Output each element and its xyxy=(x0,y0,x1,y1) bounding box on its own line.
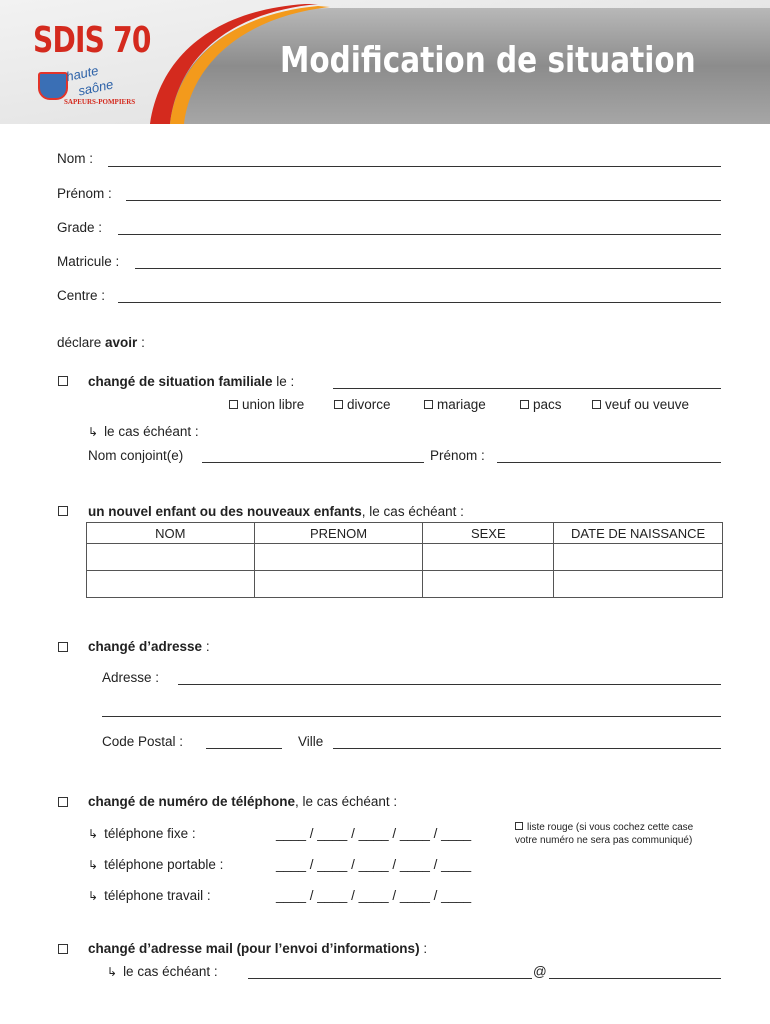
checkbox-icon xyxy=(229,400,238,409)
checkbox-icon xyxy=(520,400,529,409)
adresse-field-label: Adresse : xyxy=(102,670,160,685)
table-cell[interactable] xyxy=(254,544,423,571)
code-postal-label: Code Postal : xyxy=(102,734,184,749)
logo-subtext: SAPEURS-POMPIERS xyxy=(64,98,136,106)
familial-option-divorce[interactable] xyxy=(334,397,391,412)
org-name: SDIS 70 xyxy=(33,20,151,61)
prenom-label: Prénom : xyxy=(57,186,112,201)
code-postal-field[interactable] xyxy=(206,748,282,749)
telephone-travail-field[interactable]: ____ / ____ / ____ / ____ / ____ xyxy=(276,888,472,903)
enfants-label xyxy=(88,504,464,519)
logo-text-haute: haute xyxy=(64,62,100,85)
telephone-label xyxy=(88,794,397,809)
mail-cas-echeant xyxy=(107,964,218,979)
arrow-icon: ↳ xyxy=(88,858,99,872)
conjoint-prenom-label: Prénom : xyxy=(430,448,485,463)
familial-option-mariage[interactable] xyxy=(424,397,486,412)
conjoint-label: Nom conjoint(e) xyxy=(88,448,184,463)
adresse-label-bold: changé d’adresse xyxy=(88,639,203,654)
enfants-table xyxy=(86,522,723,598)
telephone-label-bold: changé de numéro de téléphone xyxy=(88,794,296,809)
table-cell[interactable] xyxy=(87,571,255,598)
fixe-label: téléphone fixe : xyxy=(104,826,196,841)
coat-of-arms-icon xyxy=(38,72,68,100)
cas-label: le cas échéant : xyxy=(123,964,218,979)
ville-label: Ville xyxy=(298,734,324,749)
liste-rouge[interactable] xyxy=(515,821,693,847)
matricule-field[interactable] xyxy=(135,268,721,269)
mail-domain-field[interactable] xyxy=(549,978,721,979)
arrow-icon: ↳ xyxy=(88,889,99,903)
nom-label: Nom : xyxy=(57,151,94,166)
telephone-travail-label xyxy=(88,888,211,903)
conjoint-field[interactable] xyxy=(202,462,424,463)
column-header-nom: NOM xyxy=(87,523,255,544)
telephone-fixe-field[interactable]: ____ / ____ / ____ / ____ / ____ xyxy=(276,826,472,841)
familial-cas-echeant xyxy=(88,424,199,439)
declare-line xyxy=(57,335,145,350)
enfants-checkbox[interactable] xyxy=(58,506,68,516)
column-header-prenom: PRENOM xyxy=(254,523,423,544)
mail-label-bold: changé d’adresse mail (pour l’envoi d’informations) xyxy=(88,941,420,956)
conjoint-prenom-field[interactable] xyxy=(497,462,721,463)
telephone-portable-label xyxy=(88,857,223,872)
nom-field[interactable] xyxy=(108,166,721,167)
mail-label-rest: : xyxy=(419,941,428,956)
travail-label: téléphone travail : xyxy=(104,888,211,903)
mail-local-field[interactable] xyxy=(248,978,532,979)
liste-rouge-line1 xyxy=(515,821,693,834)
adresse-label xyxy=(88,639,210,654)
liste-rouge-text: liste rouge (si vous cochez cette case xyxy=(527,822,694,833)
mail-at-sign: @ xyxy=(533,964,547,979)
familial-option-union-libre[interactable] xyxy=(229,397,304,412)
enfants-label-rest: , le cas échéant : xyxy=(361,504,464,519)
telephone-fixe-label xyxy=(88,826,196,841)
table-row xyxy=(87,571,723,598)
option-label: pacs xyxy=(533,397,562,412)
enfants-label-bold: un nouvel enfant ou des nouveaux enfants xyxy=(88,504,362,519)
checkbox-icon xyxy=(334,400,343,409)
matricule-label: Matricule : xyxy=(57,254,120,269)
option-label: divorce xyxy=(347,397,391,412)
table-header-row xyxy=(87,523,723,544)
cas-label: le cas échéant : xyxy=(104,424,199,439)
header xyxy=(0,0,770,124)
logo-text-saone: saône xyxy=(76,76,115,99)
telephone-checkbox[interactable] xyxy=(58,797,68,807)
logo xyxy=(34,62,144,110)
familial-option-veuf[interactable] xyxy=(592,397,689,412)
declare-prefix: déclare xyxy=(57,335,106,350)
column-header-sexe: SEXE xyxy=(423,523,554,544)
option-label: union libre xyxy=(242,397,305,412)
familial-label-rest: le : xyxy=(272,374,295,389)
adresse-label-rest: : xyxy=(202,639,210,654)
table-cell[interactable] xyxy=(554,544,723,571)
grade-field[interactable] xyxy=(118,234,721,235)
column-header-date: DATE DE NAISSANCE xyxy=(554,523,723,544)
arrow-icon: ↳ xyxy=(107,965,118,979)
familial-option-pacs[interactable] xyxy=(520,397,562,412)
adresse-field[interactable] xyxy=(178,684,721,685)
centre-label: Centre : xyxy=(57,288,106,303)
option-label: veuf ou veuve xyxy=(605,397,690,412)
arrow-icon: ↳ xyxy=(88,827,99,841)
ville-field[interactable] xyxy=(333,748,721,749)
mail-label xyxy=(88,941,427,956)
telephone-portable-field[interactable]: ____ / ____ / ____ / ____ / ____ xyxy=(276,857,472,872)
table-cell[interactable] xyxy=(87,544,255,571)
table-cell[interactable] xyxy=(423,544,554,571)
grade-label: Grade : xyxy=(57,220,103,235)
liste-rouge-line2: votre numéro ne sera pas communiqué) xyxy=(515,835,693,846)
telephone-label-rest: , le cas échéant : xyxy=(295,794,398,809)
adresse-checkbox[interactable] xyxy=(58,642,68,652)
table-row xyxy=(87,544,723,571)
declare-bold: avoir xyxy=(105,335,138,350)
option-label: mariage xyxy=(437,397,486,412)
prenom-field[interactable] xyxy=(126,200,721,201)
declare-suffix: : xyxy=(137,335,145,350)
checkbox-icon xyxy=(592,400,601,409)
mail-checkbox[interactable] xyxy=(58,944,68,954)
page-title: Modification de situation xyxy=(280,40,696,81)
checkbox-icon xyxy=(424,400,433,409)
portable-label: téléphone portable : xyxy=(104,857,224,872)
familial-label xyxy=(88,374,294,389)
centre-field[interactable] xyxy=(118,302,721,303)
familial-label-bold: changé de situation familiale xyxy=(88,374,273,389)
table-cell[interactable] xyxy=(254,571,423,598)
familial-checkbox[interactable] xyxy=(58,376,68,386)
arrow-icon: ↳ xyxy=(88,425,99,439)
checkbox-icon xyxy=(515,822,523,830)
familial-date-field[interactable] xyxy=(333,388,721,389)
table-cell[interactable] xyxy=(554,571,723,598)
table-cell[interactable] xyxy=(423,571,554,598)
adresse-field-line2[interactable] xyxy=(102,716,721,717)
